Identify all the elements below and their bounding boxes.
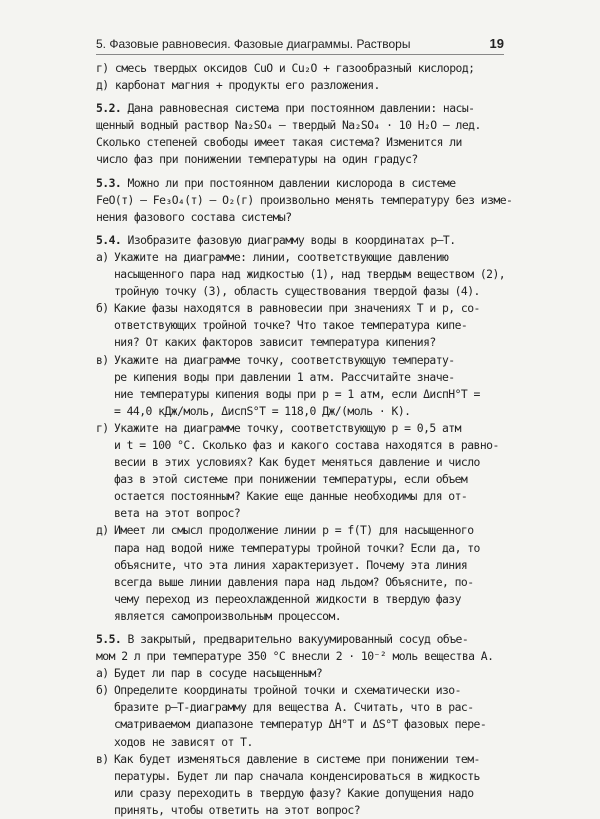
text-line: Определите координаты тройной точки и схематически изо- bbox=[114, 683, 461, 698]
text-line: пературы. Будет ли пар сначала конденсироваться в жидкость bbox=[114, 768, 480, 783]
text-line: Можно ли при постоянном давлении кислорода в системе bbox=[121, 175, 456, 190]
text-line: Имеет ли смысл продолжение линии p = f(T) для насыщенного bbox=[114, 523, 474, 538]
problem-5-4 bbox=[96, 232, 506, 249]
text-line: пара над водой ниже температуры тройной точки? Если да, то bbox=[114, 540, 480, 555]
header-rule bbox=[96, 54, 504, 55]
problem-number: 5.3. bbox=[96, 175, 122, 190]
text-line: Сколько степеней свободы имеет такая система? Изменится ли bbox=[96, 135, 462, 150]
subitem-marker: в) bbox=[96, 352, 109, 367]
text-line: насыщенного пара над жидкостью (1), над твердым веществом (2), bbox=[114, 267, 506, 282]
header-title: 5. Фазовые равновесия. Фазовые диаграммы. Растворы bbox=[96, 37, 411, 51]
subitem bbox=[96, 522, 506, 539]
text-line: тройную точку (3), область существования твердой фазы (4). bbox=[114, 284, 480, 299]
text-line: щенный водный раствор Na₂SO₄ — твердый Na₂SO₄ · 10 H₂O — лед. bbox=[96, 118, 481, 133]
subitem bbox=[96, 682, 506, 699]
text-line: ответствующих тройной точке? Что такое температура кипе- bbox=[114, 318, 468, 333]
problem-5-3 bbox=[96, 175, 506, 192]
problem-5-2 bbox=[96, 100, 506, 117]
subitem-marker: а) bbox=[96, 666, 109, 681]
subitem bbox=[96, 352, 506, 369]
text-line: фаз в этой системе при понижении температуры, если объем bbox=[114, 472, 468, 487]
text-line: ния? От каких факторов зависит температура кипения? bbox=[114, 335, 436, 350]
text-line: весии в этих условиях? Как будет меняться давление и число bbox=[114, 455, 480, 470]
text-line: ние температуры кипения воды при p = 1 атм, если ΔиспH°T = bbox=[114, 386, 480, 401]
text-line: Укажите на диаграмме: линии, соответствующие давлению bbox=[114, 249, 449, 264]
text-line: нения фазового состава системы? bbox=[96, 209, 292, 224]
page-text bbox=[96, 60, 513, 819]
subitem bbox=[96, 751, 506, 768]
text-line: Какие фазы находятся в равновесии при значениях T и p, со- bbox=[114, 301, 480, 316]
problem-number: 5.5. bbox=[96, 632, 122, 646]
text-line: Укажите на диаграмме точку, соответствующую температу- bbox=[114, 352, 455, 367]
problem-5-5 bbox=[96, 631, 506, 648]
text-line: сматриваемом диапазоне температур ΔH°T и ΔS°T фазовых пере- bbox=[114, 717, 487, 732]
subitem-marker: а) bbox=[96, 249, 109, 264]
text-line: остается постоянным? Какие еще данные необходимы для от- bbox=[114, 489, 468, 504]
subitem bbox=[96, 665, 506, 682]
text-line: является самопроизвольным процессом. bbox=[114, 608, 342, 623]
text-line: Будет ли пар в сосуде насыщенным? bbox=[114, 666, 323, 681]
subitem-marker: б) bbox=[96, 683, 109, 698]
text-line: мом 2 л при температуре 350 °С внесли 2 · 10⁻² моль вещества А. bbox=[96, 649, 494, 664]
problem-number: 5.2. bbox=[96, 101, 122, 116]
text-line: Дана равновесная система при постоянном давлении: насы- bbox=[121, 101, 475, 116]
text-line: объясните, что эта линия характеризует. Почему эта линия bbox=[114, 557, 468, 572]
subitem-marker: д) bbox=[96, 523, 109, 538]
text-line: чему переход из переохлажденной жидкости в твердую фазу bbox=[114, 591, 461, 606]
page-number: 19 bbox=[489, 36, 504, 51]
text-line: ре кипения воды при давлении 1 атм. Рассчитайте значе- bbox=[114, 369, 455, 384]
text-line: или сразу переходить в твердую фазу? Какие допущения надо bbox=[114, 785, 474, 800]
text-line: принять, чтобы ответить на этот вопрос? bbox=[114, 802, 361, 817]
text-line: Укажите на диаграмме точку, соответствующую p = 0,5 атм bbox=[114, 420, 461, 435]
text-line: Изобразите фазовую диаграмму воды в координатах p–T. bbox=[121, 232, 456, 247]
text-line: вета на этот вопрос? bbox=[114, 506, 241, 521]
text-line: число фаз при понижении температуры на один градус? bbox=[96, 152, 418, 167]
text-line: FeO(т) — Fe₃O₄(т) — O₂(г) произвольно менять температуру без изме- bbox=[96, 192, 513, 207]
running-header bbox=[96, 31, 504, 51]
subitem-marker: в) bbox=[96, 751, 109, 766]
text-line: В закрытый, предварительно вакуумированный сосуд объе- bbox=[121, 632, 469, 646]
subitem bbox=[96, 420, 506, 437]
text-line: всегда выше линии давления пара над льдом? Объясните, по- bbox=[114, 574, 474, 589]
text-line: = 44,0 кДж/моль, ΔиспS°T = 118,0 Дж/(моль · К). bbox=[114, 403, 411, 418]
text-line: Как будет изменяться давление в системе при понижении тем- bbox=[114, 751, 480, 766]
text-line: д) карбонат магния + продукты его разложения. bbox=[96, 78, 380, 93]
subitem-marker: б) bbox=[96, 301, 109, 316]
text-line: бразите p–T-диаграмму для вещества А. Считать, что в рас- bbox=[114, 700, 474, 715]
text-line: и t = 100 °С. Сколько фаз и какого состава находятся в равно- bbox=[114, 437, 499, 452]
subitem-marker: г) bbox=[96, 420, 109, 435]
problem-number: 5.4. bbox=[96, 232, 122, 247]
text-line: ходов не зависят от T. bbox=[114, 734, 253, 749]
subitem bbox=[96, 300, 506, 317]
subitem bbox=[96, 249, 506, 266]
text-line: г) смесь твердых оксидов CuO и Cu₂O + газообразный кислород; bbox=[96, 61, 475, 75]
